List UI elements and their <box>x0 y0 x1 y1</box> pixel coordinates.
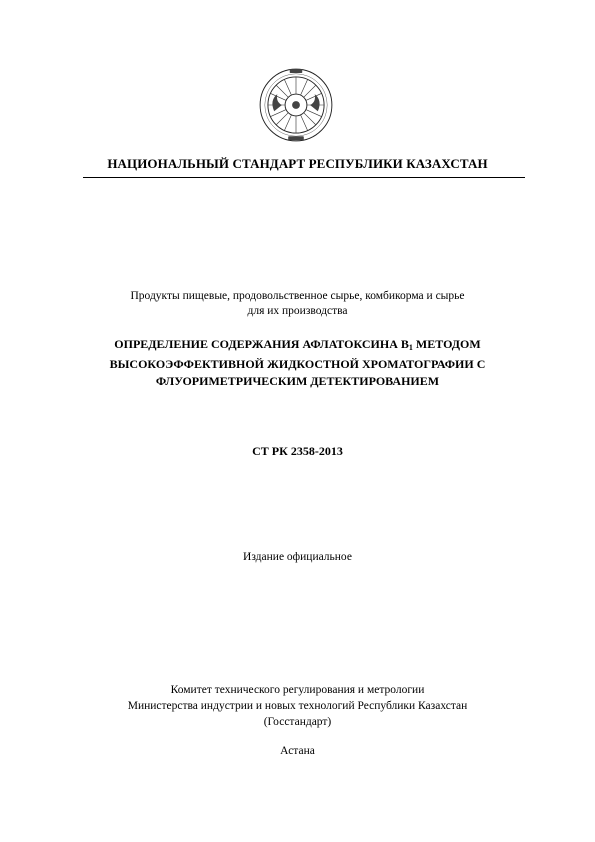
subtitle-line-1: Продукты пищевые, продовольственное сырье, комбикорма и сырье <box>130 290 465 302</box>
standard-designation: СТ РК 2358-2013 <box>252 444 343 458</box>
standard-main-title <box>40 336 555 390</box>
publisher-line-1: Комитет технического регулирования и метрологии <box>170 684 425 696</box>
state-emblem-icon <box>257 66 335 144</box>
publication-city: Астана <box>280 745 315 757</box>
publisher-line-3: (Госстандарт) <box>263 716 332 728</box>
publisher-block <box>40 682 555 730</box>
document-category-title: НАЦИОНАЛЬНЫЙ СТАНДАРТ РЕСПУБЛИКИ КАЗАХСТАН <box>107 156 488 171</box>
main-title-subscript: 1 <box>408 343 413 352</box>
product-scope-subtitle <box>40 289 555 319</box>
publisher-line-2: Министерства индустрии и новых технологий Республики Казахстан <box>127 700 468 712</box>
main-title-line-1-suffix: МЕТОДОМ <box>412 337 481 351</box>
main-title-line-1 <box>40 336 555 356</box>
edition-note: Издание официальное <box>243 551 352 563</box>
subtitle-line-2: для их производства <box>247 305 348 317</box>
header-divider <box>83 177 525 178</box>
main-title-line-1-prefix: ОПРЕДЕЛЕНИЕ СОДЕРЖАНИЯ АФЛАТОКСИНА В <box>114 337 409 351</box>
main-title-line-3: ФЛУОРИМЕТРИЧЕСКИМ ДЕТЕКТИРОВАНИЕМ <box>155 374 440 388</box>
main-title-line-2: ВЫСОКОЭФФЕКТИВНОЙ ЖИДКОСТНОЙ ХРОМАТОГРАФИИ С <box>109 357 486 371</box>
